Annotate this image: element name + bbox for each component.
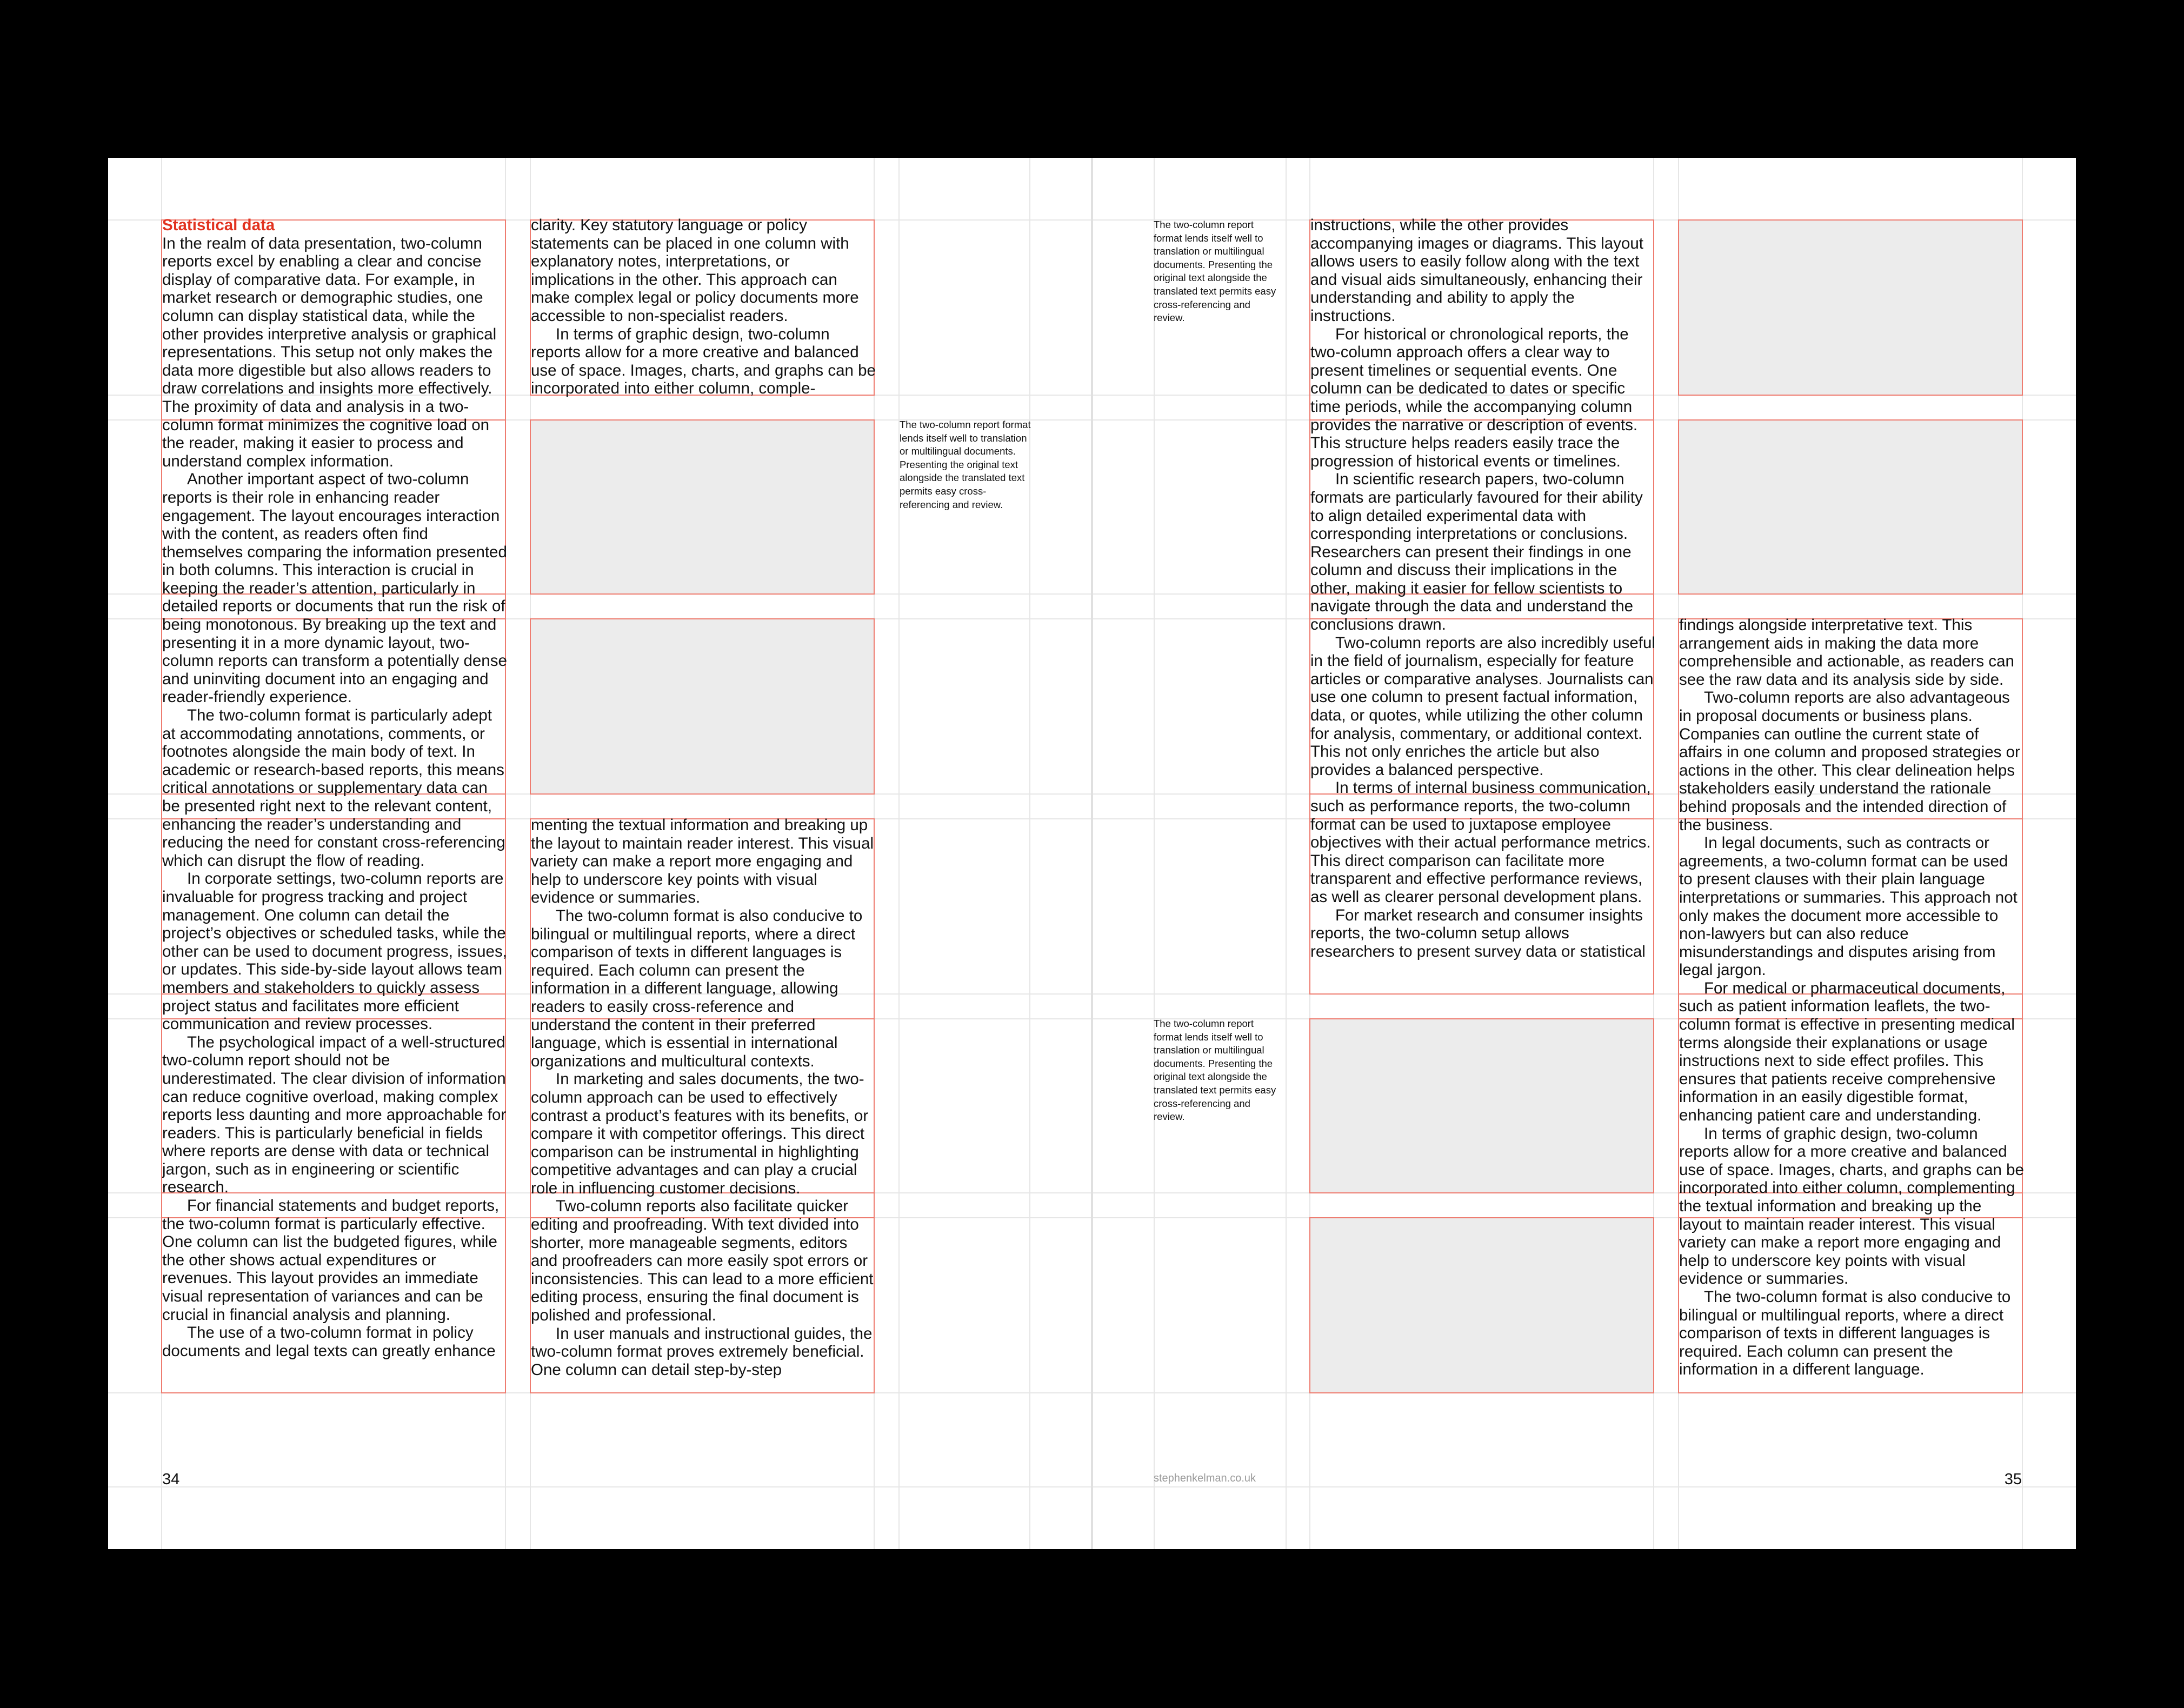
paragraph: In the realm of data presentation, two-column reports excel by enabling a clear and concise display of comparative data. For example, in market research or demographic studies, one column can display statistical data, while the other provides interpretive analysis or graphical representations. This setup not only makes the data more digestible but also allows readers to draw correlations and insights more effectively. The proximity of data and analysis in a two-column format minimizes the cognitive load on the reader, making it easier to process and understand complex information.: [162, 234, 497, 470]
paragraph: findings alongside interpretative text. This arrangement aids in making the data more comprehensible and actionable, as readers can see the raw data and its analysis side by side.: [1679, 616, 2014, 689]
text-column-1: [1310, 216, 1656, 998]
image-placeholder: [1309, 1217, 1654, 1393]
paragraph: In user manuals and instructional guides, the two-column format proves extremely beneficial. One column can detail step-by-step: [531, 1324, 873, 1379]
page-number: 35: [2004, 1471, 2022, 1488]
paragraph: Another important aspect of two-column reports is their role in enhancing reader engagement. The layout encourages interaction with the content, as readers often find themselves comparing the information presented in both columns. This interaction is crucial in keeping the reader’s attention, particularly in detailed reports or documents that run the risk of being monotonous. By breaking up the text and presenting it in a more dynamic layout, two-column reports can transform a potentially dense and uninviting document into an engaging and reader-friendly experience.: [162, 470, 507, 706]
paragraph: instructions, while the other provides accompanying images or diagrams. This layout allows users to easily follow along with the text and visual aids simultaneously, enhancing their understanding and ability to apply the instructions.: [1310, 216, 1643, 325]
image-placeholder: [1678, 419, 2023, 595]
side-note: The two-column report format lends itself well to translation or multilingual documents. Presenting the original text alongside the translated text permits easy cross-referencing and review.: [900, 419, 1031, 510]
paragraph: In legal documents, such as contracts or agreements, a two-column format can be used to present clauses with their plain language interpretations or summaries. This approach not only makes the document more accessible to non-lawyers but can also reduce misunderstandings and disputes arising from legal jargon.: [1679, 834, 2017, 979]
image-placeholder: [1678, 219, 2023, 396]
paragraph: In scientific research papers, two-column formats are particularly favoured for their ability to align detailed experimental data with corresponding interpretations or conclusions. Researchers can present their findings in one column and discuss their implications in the other, making it easier for fellow scientists to navigate through the data and understand the conclusions drawn.: [1310, 470, 1643, 634]
text-column-2: [1679, 616, 2025, 1395]
footer-url: stephenkelman.co.uk: [1154, 1472, 1256, 1484]
left-page: [108, 158, 1092, 1549]
paragraph: In terms of graphic design, two-column reports allow for a more creative and balanced use of space. Images, charts, and graphs can be incorporated into either column, comple-: [531, 325, 876, 398]
paragraph: For financial statements and budget reports, the two-column format is particularly effective. One column can list the budgeted figures, while the other shows actual expenditures or revenues. This layout provides an immediate visual representation of variances and can be crucial in financial analysis and planning.: [162, 1197, 500, 1324]
paragraph: clarity. Key statutory language or policy statements can be placed in one column with explanatory notes, interpretations, or implications in the other. This approach can make complex legal or policy documents more accessible to non-specialist readers.: [531, 216, 859, 325]
grid-line: [1029, 158, 1030, 1549]
paragraph: Two-column reports are also incredibly useful in the field of journalism, especially for feature articles or comparative analyses. Journalists can use one column to present factual information, data, or quotes, while utilizing the other column for analysis, commentary, or additional context. This not only enriches the article but also provides a balanced perspective.: [1310, 633, 1655, 779]
paragraph: For medical or pharmaceutical documents, such as patient information leaflets, the two-column format is effective in presenting medical terms alongside their explanations or usage instructions next to side effect profiles. This ensures that patients receive comprehensive information in an easily digestible format, enhancing patient care and understanding.: [1679, 979, 2015, 1125]
text-column-1: [162, 216, 508, 1395]
paragraph: The psychological impact of a well-structured two-column report should not be underestimated. The clear division of information can reduce cognitive overload, making complex reports less daunting and more approachable for readers. This is particularly beneficial in fields where reports are dense with data or technical jargon, such as in engineering or scientific research.: [162, 1033, 507, 1197]
side-note: The two-column report format lends itself well to translation or multilingual documents. Presenting the original text alongside the translated text permits easy cross-referencing and review.: [1154, 219, 1276, 324]
paragraph: Two-column reports are also advantageous in proposal documents or business plans. Companies can outline the current state of affairs in one column and proposed strategies or actions in the other. This clear delineation helps stakeholders easily understand the rationale behind proposals and the intended direction of the business.: [1679, 689, 2020, 834]
paragraph: The two-column format is particularly adept at accommodating annotations, comments, or footnotes alongside the main body of text. In academic or research-based reports, this means critical annotations or supplementary data can be presented right next to the relevant content, enhancing the reader’s understanding and reducing the need for constant cross-referencing which can disrupt the flow of reading.: [162, 706, 505, 870]
paragraph: In corporate settings, two-column reports are invaluable for progress tracking and project management. One column can detail the project’s objectives or scheduled tasks, while the other can be used to document progress, issues, or updates. This side-by-side layout allows team members and stakeholders to quickly assess project status and facilitates more efficient communication and review processes.: [162, 870, 507, 1033]
grid-line: [1092, 1486, 2076, 1487]
grid-line: [108, 1486, 1092, 1487]
paragraph: In terms of internal business communication, such as performance reports, the two-column format can be used to juxtapose employee objectives with their actual performance metrics. This direct comparison can facilitate more transparent and effective performance reviews, as well as clearer personal development plans.: [1310, 779, 1651, 906]
spine-gutter: [1091, 158, 1093, 1549]
paragraph: The two-column format is also conducive to bilingual or multilingual reports, where a direct comparison of texts in different languages is required. Each column can present the information in a different language, allowing readers to easily cross-reference and understand the content in their preferred language, which is essential in international organizations and multicultural contexts.: [531, 906, 863, 1070]
section-heading: Statistical data: [162, 216, 275, 234]
paragraph: In marketing and sales documents, the two-column approach can be used to effectively contrast a product’s features with its benefits, or compare it with competitor offerings. This direct comparison can be instrumental in highlighting competitive advantages and can play a crucial role in influencing customer decisions.: [531, 1070, 869, 1197]
paragraph: In terms of graphic design, two-column reports allow for a more creative and balanced use of space. Images, charts, and graphs can be incorporated into either column, complementing the textual information and breaking up the layout to maintain reader interest. This visual variety can make a report more engaging and help to underscore key points with visual evidence or summaries.: [1679, 1124, 2024, 1288]
paragraph: Two-column reports also facilitate quicker editing and proofreading. With text divided into shorter, more manageable segments, editors and proofreaders can more easily spot errors or inconsistencies. This can lead to a more efficient editing process, ensuring the final document is polished and professional.: [531, 1197, 874, 1325]
side-note: The two-column report format lends itself well to translation or multilingual documents. Presenting the original text alongside the translated text permits easy cross-referencing and review.: [1154, 1018, 1276, 1123]
paragraph: menting the textual information and breaking up the layout to maintain reader interest. This visual variety can make a report more engaging and help to underscore key points with visual evidence or summaries.: [531, 816, 874, 907]
paragraph: The use of a two-column format in policy documents and legal texts can greatly enhance: [162, 1324, 496, 1360]
grid-line: [898, 158, 900, 1549]
image-placeholder: [530, 419, 875, 595]
paragraph: For market research and consumer insights reports, the two-column setup allows researchers to present survey data or statistical: [1310, 906, 1646, 960]
image-placeholder: [530, 618, 875, 795]
right-page: [1092, 158, 2076, 1549]
paragraph: The two-column format is also conducive to bilingual or multilingual reports, where a direct comparison of texts in different languages is required. Each column can present the information in a different language.: [1679, 1287, 2011, 1379]
page-number: 34: [162, 1471, 180, 1488]
book-spread: [108, 158, 2076, 1549]
image-placeholder: [1309, 1018, 1654, 1193]
grid-line: [1286, 158, 1287, 1549]
grid-line: [1154, 158, 1155, 1549]
paragraph: For historical or chronological reports, the two-column approach offers a clear way to present timelines or sequential events. One column can be dedicated to dates or specific time periods, while the accompanying column provides the narrative or description of events. This structure helps readers easily trace the progression of historical events or timelines.: [1310, 325, 1638, 470]
text-column-2-bottom: [531, 816, 877, 1395]
text-column-2-top: [531, 216, 877, 400]
